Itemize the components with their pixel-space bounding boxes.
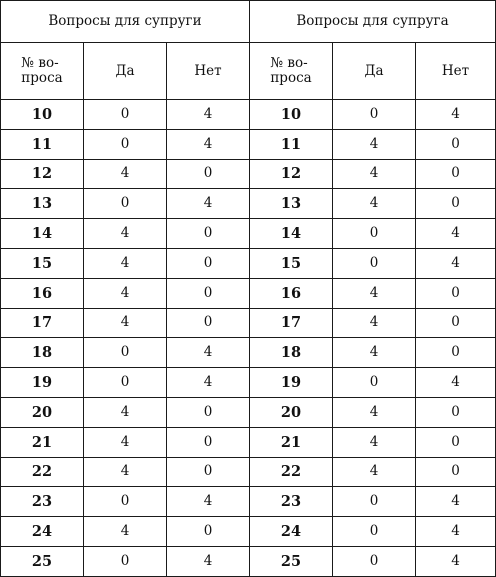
- wife-question-number: 17: [1, 308, 84, 338]
- table-row: [1, 308, 496, 338]
- wife-yes-score: 0: [84, 368, 167, 398]
- table-row: [1, 278, 496, 308]
- husband-question-number: 11: [250, 129, 333, 159]
- husband-yes-score: 0: [333, 368, 416, 398]
- husband-question-number: 13: [250, 189, 333, 219]
- table-row: [1, 517, 496, 547]
- husband-question-number: 19: [250, 368, 333, 398]
- wife-no-score: 4: [167, 546, 250, 576]
- husband-no-score: 0: [416, 338, 496, 368]
- husband-question-number: 15: [250, 248, 333, 278]
- wife-question-number: 12: [1, 159, 84, 189]
- husband-question-number: 10: [250, 100, 333, 130]
- wife-question-number: 21: [1, 427, 84, 457]
- wife-no-score: 0: [167, 308, 250, 338]
- wife-no-score: 0: [167, 457, 250, 487]
- wife-yes-score: 0: [84, 487, 167, 517]
- wife-no-score: 4: [167, 129, 250, 159]
- husband-no-score: 0: [416, 189, 496, 219]
- wife-yes-score: 4: [84, 278, 167, 308]
- wife-question-number: 10: [1, 100, 84, 130]
- wife-questions-header: Вопросы для супруги: [1, 1, 250, 43]
- wife-no-score: 4: [167, 189, 250, 219]
- husband-question-number: 21: [250, 427, 333, 457]
- wife-no-score: 4: [167, 368, 250, 398]
- wife-yes-score: 4: [84, 308, 167, 338]
- husband-no-score: 4: [416, 368, 496, 398]
- husband-yes-score: 0: [333, 248, 416, 278]
- wife-question-number: 22: [1, 457, 84, 487]
- table-row: [1, 129, 496, 159]
- husband-no-score: 0: [416, 457, 496, 487]
- wife-question-number: 24: [1, 517, 84, 547]
- husband-yes-score: 4: [333, 189, 416, 219]
- husband-question-number: 20: [250, 397, 333, 427]
- table-row: [1, 248, 496, 278]
- wife-question-number: 19: [1, 368, 84, 398]
- husband-yes-score: 0: [333, 219, 416, 249]
- husband-yes-score: 4: [333, 278, 416, 308]
- wife-yes-score: 0: [84, 546, 167, 576]
- table-row: [1, 546, 496, 576]
- husband-yes-score: 4: [333, 397, 416, 427]
- wife-yes-score: 4: [84, 248, 167, 278]
- wife-yes-score: 4: [84, 397, 167, 427]
- husband-yes-score: 4: [333, 457, 416, 487]
- table-row: [1, 427, 496, 457]
- wife-question-number: 11: [1, 129, 84, 159]
- husband-question-number: 25: [250, 546, 333, 576]
- number-header-line1: № во-: [270, 55, 308, 71]
- husband-question-number: 22: [250, 457, 333, 487]
- table-row: [1, 368, 496, 398]
- wife-no-score: 0: [167, 278, 250, 308]
- group-header-row: [1, 1, 496, 43]
- wife-question-number: 25: [1, 546, 84, 576]
- husband-yes-score: 0: [333, 487, 416, 517]
- husband-number-header: [250, 43, 333, 100]
- wife-question-number: 13: [1, 189, 84, 219]
- number-header-line2: проса: [21, 70, 63, 86]
- wife-question-number: 18: [1, 338, 84, 368]
- table-row: [1, 189, 496, 219]
- husband-question-number: 14: [250, 219, 333, 249]
- wife-no-header: Нет: [167, 43, 250, 100]
- wife-question-number: 15: [1, 248, 84, 278]
- husband-yes-score: 0: [333, 517, 416, 547]
- husband-question-number: 12: [250, 159, 333, 189]
- wife-question-number: 20: [1, 397, 84, 427]
- husband-yes-score: 4: [333, 129, 416, 159]
- table-row: [1, 159, 496, 189]
- wife-yes-score: 4: [84, 159, 167, 189]
- wife-no-score: 0: [167, 248, 250, 278]
- number-header-line1: № во-: [21, 55, 59, 71]
- husband-no-score: 4: [416, 546, 496, 576]
- wife-question-number: 16: [1, 278, 84, 308]
- husband-no-score: 4: [416, 219, 496, 249]
- wife-yes-header: Да: [84, 43, 167, 100]
- wife-yes-score: 4: [84, 457, 167, 487]
- wife-no-score: 0: [167, 427, 250, 457]
- table-row: [1, 100, 496, 130]
- husband-question-number: 17: [250, 308, 333, 338]
- husband-yes-score: 0: [333, 100, 416, 130]
- husband-no-score: 4: [416, 487, 496, 517]
- wife-yes-score: 4: [84, 219, 167, 249]
- husband-no-header: Нет: [416, 43, 496, 100]
- table-row: [1, 219, 496, 249]
- husband-question-number: 23: [250, 487, 333, 517]
- husband-question-number: 16: [250, 278, 333, 308]
- table-row: [1, 457, 496, 487]
- wife-no-score: 0: [167, 397, 250, 427]
- table-row: [1, 487, 496, 517]
- wife-yes-score: 4: [84, 517, 167, 547]
- husband-no-score: 0: [416, 129, 496, 159]
- wife-yes-score: 0: [84, 129, 167, 159]
- wife-no-score: 4: [167, 338, 250, 368]
- wife-yes-score: 0: [84, 100, 167, 130]
- column-header-row: [1, 43, 496, 100]
- husband-question-number: 24: [250, 517, 333, 547]
- husband-no-score: 4: [416, 100, 496, 130]
- husband-no-score: 0: [416, 278, 496, 308]
- number-header-line2: проса: [270, 70, 312, 86]
- wife-no-score: 4: [167, 100, 250, 130]
- husband-no-score: 0: [416, 397, 496, 427]
- wife-question-number: 14: [1, 219, 84, 249]
- husband-no-score: 0: [416, 427, 496, 457]
- wife-no-score: 0: [167, 517, 250, 547]
- table-body: [1, 100, 496, 577]
- husband-questions-header: Вопросы для супруга: [250, 1, 496, 43]
- table-row: [1, 397, 496, 427]
- husband-yes-header: Да: [333, 43, 416, 100]
- wife-yes-score: 0: [84, 189, 167, 219]
- wife-yes-score: 4: [84, 427, 167, 457]
- husband-no-score: 0: [416, 159, 496, 189]
- husband-no-score: 4: [416, 248, 496, 278]
- husband-yes-score: 4: [333, 308, 416, 338]
- wife-no-score: 0: [167, 219, 250, 249]
- table-row: [1, 338, 496, 368]
- wife-yes-score: 0: [84, 338, 167, 368]
- husband-yes-score: 4: [333, 338, 416, 368]
- wife-question-number: 23: [1, 487, 84, 517]
- husband-no-score: 4: [416, 517, 496, 547]
- husband-yes-score: 4: [333, 427, 416, 457]
- husband-no-score: 0: [416, 308, 496, 338]
- husband-yes-score: 0: [333, 546, 416, 576]
- wife-no-score: 0: [167, 159, 250, 189]
- husband-question-number: 18: [250, 338, 333, 368]
- wife-number-header: [1, 43, 84, 100]
- wife-no-score: 4: [167, 487, 250, 517]
- husband-yes-score: 4: [333, 159, 416, 189]
